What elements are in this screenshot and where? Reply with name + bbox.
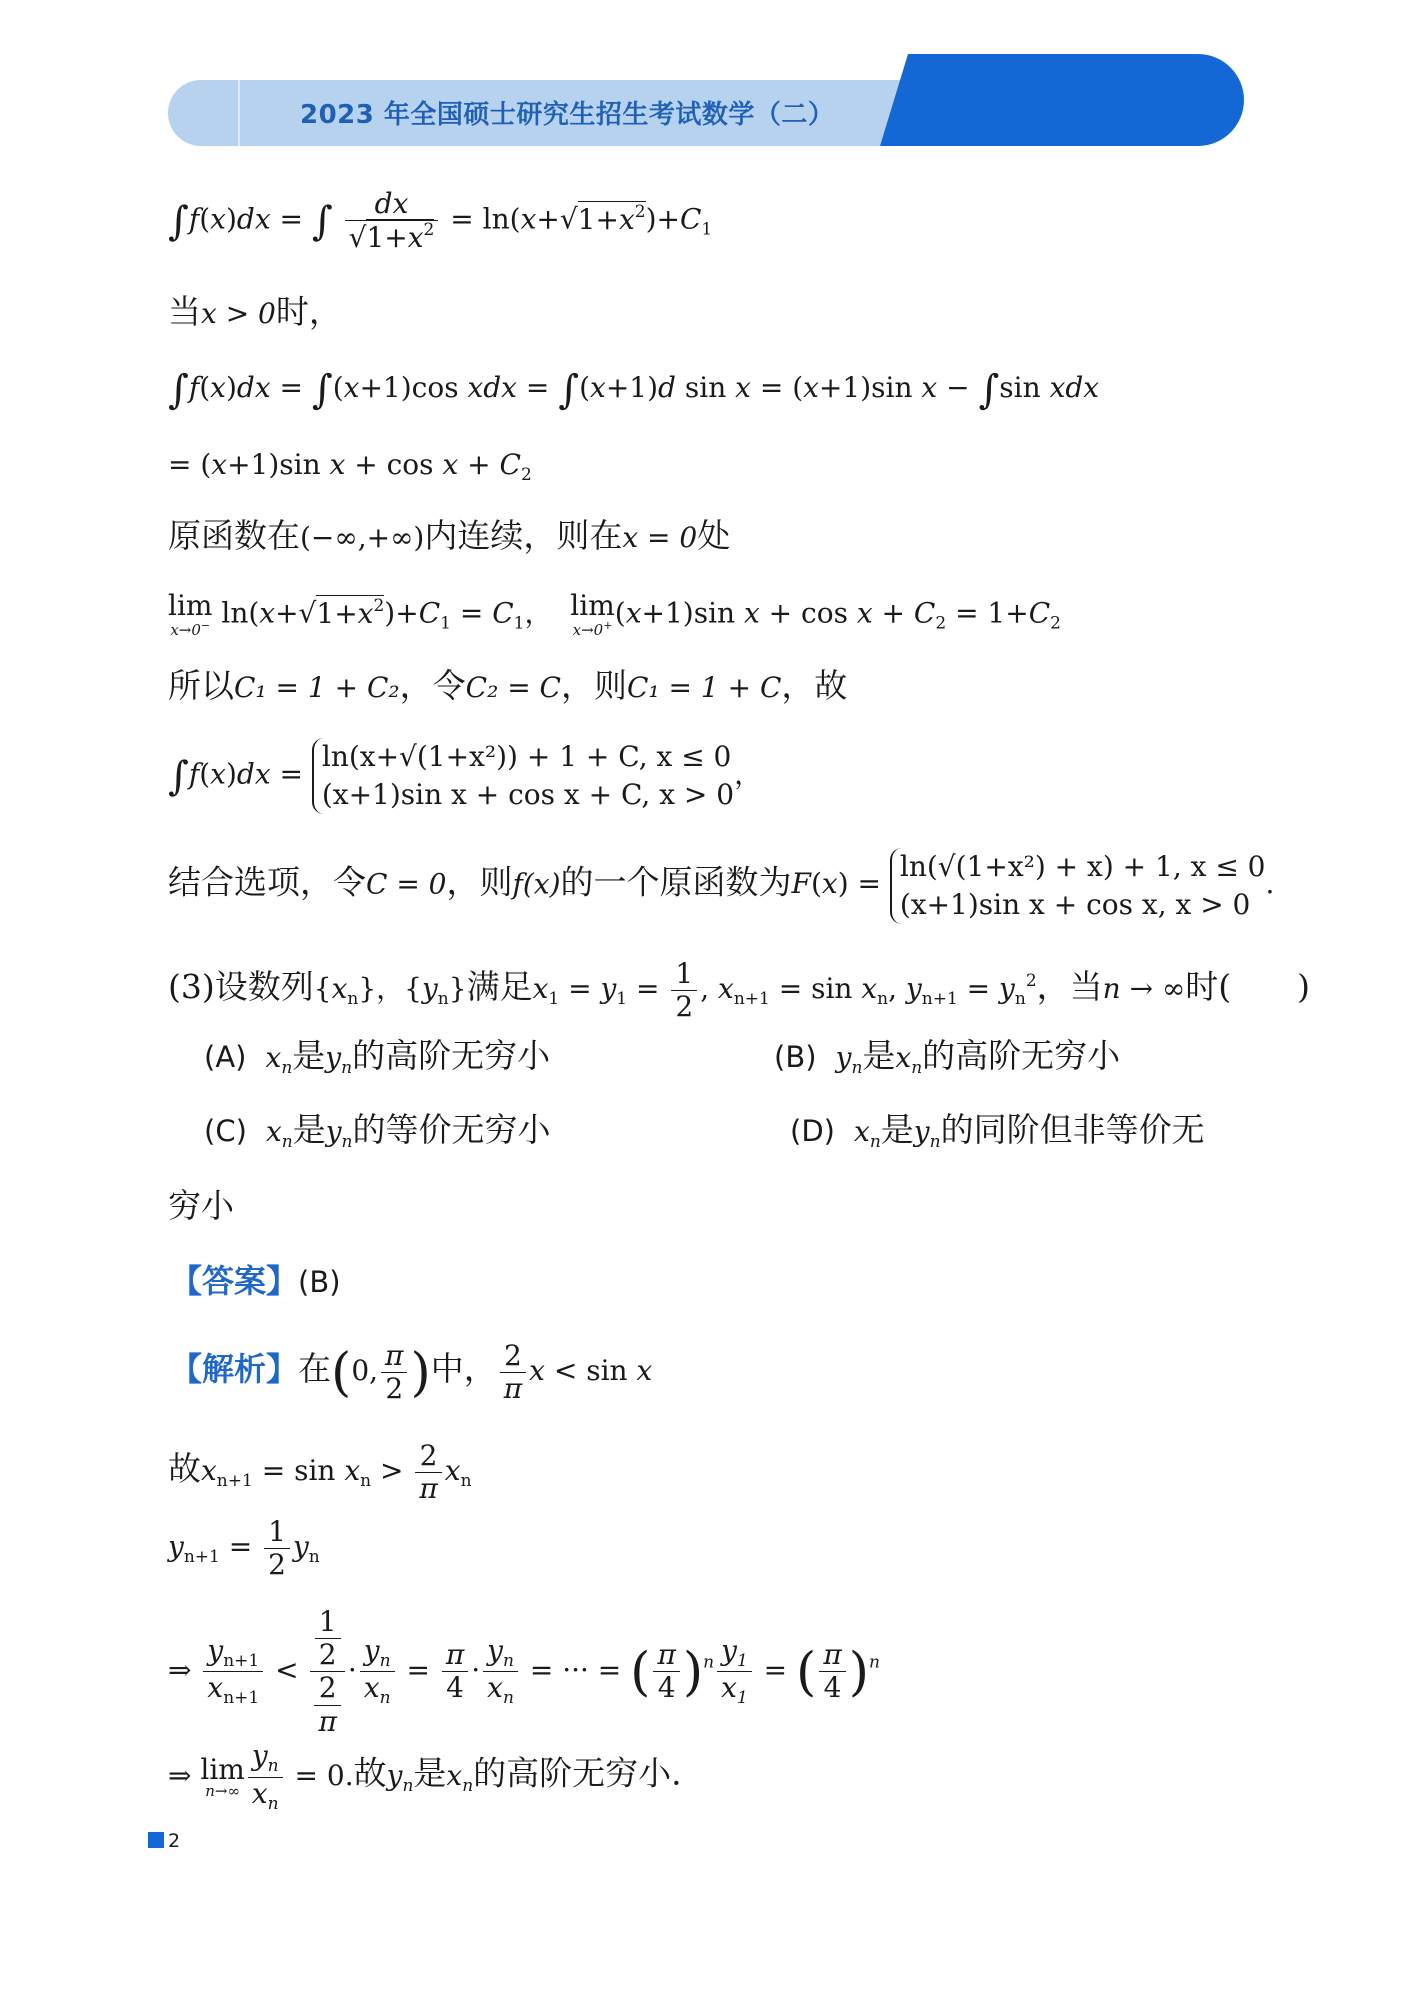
text-manzu: 满足 — [466, 967, 533, 1007]
option-b[interactable]: (B) $y_n$是$x_n$的高阶无穷小 — [774, 1036, 1121, 1078]
text-yuanhanshu: 的一个原函数为 — [560, 862, 792, 902]
question-stem: (3)设数列$\{x_n\}$，$\{y_n\}$满足$x_1 = y_1$ = $\frac{1}{2}$ , $x_{n+1} = \sin x_n$, $y_{n+1} = y_n^2$，当n → ∞时( ) — [168, 957, 1311, 1024]
option-c-label: (C) — [204, 1114, 247, 1148]
math-fx: f(x) — [512, 867, 561, 901]
text-shi-paren: 时( ) — [1185, 967, 1311, 1007]
antiderivative-line: 结合选项，令C = 0，则f(x)的一个原函数为F(x) = ln(√(1+x²) + x) + 1, x ≤ 0 (x+1)sin x + cos x, x > 0 . — [168, 848, 1274, 924]
condition-line — [168, 292, 342, 332]
text-zhong: 中， — [430, 1349, 497, 1389]
header-title: 2023 年全国硕士研究生招生考试数学（二） — [300, 100, 835, 130]
option-a-label: (A) — [204, 1040, 247, 1074]
analysis-line-4: ⇒ $\frac{y_{n+1}}{x_{n+1}}$ < $\frac{\frac{1}{2}}{\frac{2}{\pi}}$ · $\frac{y_n}{x_n}$ = $\frac{\pi}{4}$ · $\frac{y_n}{x_n}$ = ··· = ( $\frac{\pi}{4}$ )$^n$ $\frac{y_1}{x_1}$ = ( $\frac{\pi}{4}$ )$^n$ — [168, 1605, 880, 1738]
text-suoyi: 所以 — [168, 666, 234, 705]
F-case-2: (x+1)sin x + cos x, x > 0 — [899, 887, 1251, 921]
text-continuity-b: 内连续，则在 — [424, 516, 623, 555]
F-case-1: ln(√(1+x²) + x) + 1, x ≤ 0 — [899, 850, 1266, 883]
text-zai: 在 — [298, 1349, 332, 1389]
math-c1-eq-c: C₁ = 1 + C — [626, 671, 782, 704]
math-c1-eq: C₁ = 1 + C₂ — [234, 671, 400, 704]
option-d[interactable]: (D) $x_n$是$y_n$的同阶但非等价无 — [790, 1110, 1205, 1152]
option-c[interactable]: (C) $x_n$是$y_n$的等价无穷小 — [204, 1110, 551, 1152]
math-interval: (−∞,+∞) — [300, 521, 425, 554]
math-x-gt-0: x > 0 — [201, 297, 276, 330]
option-c-shi: 是 — [292, 1110, 326, 1149]
text-gu: ，故 — [781, 666, 848, 705]
piecewise-case-2: (x+1)sin x + cos x + C, x > 0 — [321, 777, 735, 811]
math-c-eq-0: C = 0 — [366, 867, 447, 901]
analysis-tag: 【解析】 — [170, 1350, 299, 1389]
option-d-wrap-text: 穷小 — [168, 1186, 234, 1225]
text-continuity-c: 处 — [697, 516, 731, 555]
analysis-line-5: ⇒ lim n→∞ $\frac{y_n}{x_n}$ = 0.故$y_n$是$x_n$的高阶无穷小. — [168, 1739, 682, 1814]
footer-square — [148, 1832, 164, 1848]
analysis-line-2: 故$x_{n+1} = \sin x_n$ > $\frac{2}{\pi}$ $x_n$ — [168, 1439, 472, 1506]
text-dang-2: ，当 — [1036, 967, 1103, 1007]
formula-line-4: = (x+1)sin $x + \cos x + C_2$ — [168, 448, 532, 485]
analysis-line-1: 【解析】在(0, $\frac{\pi}{2}$ )中， $\frac{2}{\pi}$ x < sin x — [170, 1339, 653, 1406]
option-d-text: 的同阶但非等价无 — [940, 1110, 1205, 1149]
text-gu-2: 故 — [168, 1449, 201, 1489]
limits-line: lim x→0− $\ln(x+√1+x^2)+C_1 = C_1$， lim x→0+ (x+1)sin $x + \cos x + C_2 = 1+C_2$ — [168, 589, 1061, 639]
header-banner-dark — [880, 54, 1244, 146]
piecewise-integral: ∫f(x)dx = ln(x+√(1+x²)) + 1 + C, x ≤ 0 (x+1)sin x + cos x + C, x > 0 ， — [168, 738, 762, 814]
analysis-line-3: $y_{n+1}$ = $\frac{1}{2}$ $y_n$ — [168, 1515, 320, 1582]
formula-line-3: ∫f(x)dx = ∫(x+1)cos xdx = ∫(x+1)d sin x = (x+1)sin x − ∫sin xdx — [168, 367, 1100, 413]
text-dang: 当 — [168, 292, 201, 331]
option-b-label: (B) — [774, 1040, 817, 1074]
option-d-label: (D) — [790, 1114, 835, 1148]
formula-line-1: ∫f(x)dx = ∫ $\frac{dx}{√1+x^2}$ = $\ln(x+√1+x^2)+C_1$ — [168, 187, 713, 255]
answer-tag: 【答案】 — [170, 1262, 299, 1300]
text-ze: ，则 — [560, 666, 627, 705]
option-b-text: 的高阶无穷小 — [922, 1036, 1121, 1075]
piecewise-case-1: ln(x+√(1+x²)) + 1 + C, x ≤ 0 — [321, 740, 732, 773]
option-d-shi: 是 — [880, 1110, 914, 1149]
option-c-text: 的等价无穷小 — [352, 1110, 551, 1149]
text-ling: ，令 — [399, 666, 466, 705]
option-a-shi: 是 — [292, 1036, 326, 1075]
text-jiehe: 结合选项，令 — [168, 862, 366, 902]
option-a[interactable]: (A) $x_n$是$y_n$的高阶无穷小 — [204, 1036, 551, 1078]
text-shi: 时， — [275, 292, 342, 331]
text-conclusion: 的高阶无穷小. — [473, 1753, 682, 1793]
piecewise-brace-2 — [890, 848, 1266, 924]
piecewise-brace-1 — [312, 738, 734, 814]
question-number: (3)设数列 — [168, 967, 314, 1007]
page-number: 2 — [168, 1830, 181, 1852]
header-divider — [238, 80, 240, 146]
text-ze-2: ，则 — [446, 862, 513, 902]
answer-line — [170, 1262, 341, 1301]
math-x-eq-0: x = 0 — [622, 521, 698, 554]
text-continuity-a: 原函数在 — [168, 516, 300, 555]
answer-value: (B) — [298, 1265, 341, 1299]
continuity-line — [168, 516, 730, 556]
option-a-text: 的高阶无穷小 — [352, 1036, 551, 1075]
option-d-wrap — [168, 1186, 234, 1226]
math-c2-eq: C₂ = C — [465, 671, 561, 704]
option-b-shi: 是 — [862, 1036, 896, 1075]
constants-line — [168, 666, 847, 706]
